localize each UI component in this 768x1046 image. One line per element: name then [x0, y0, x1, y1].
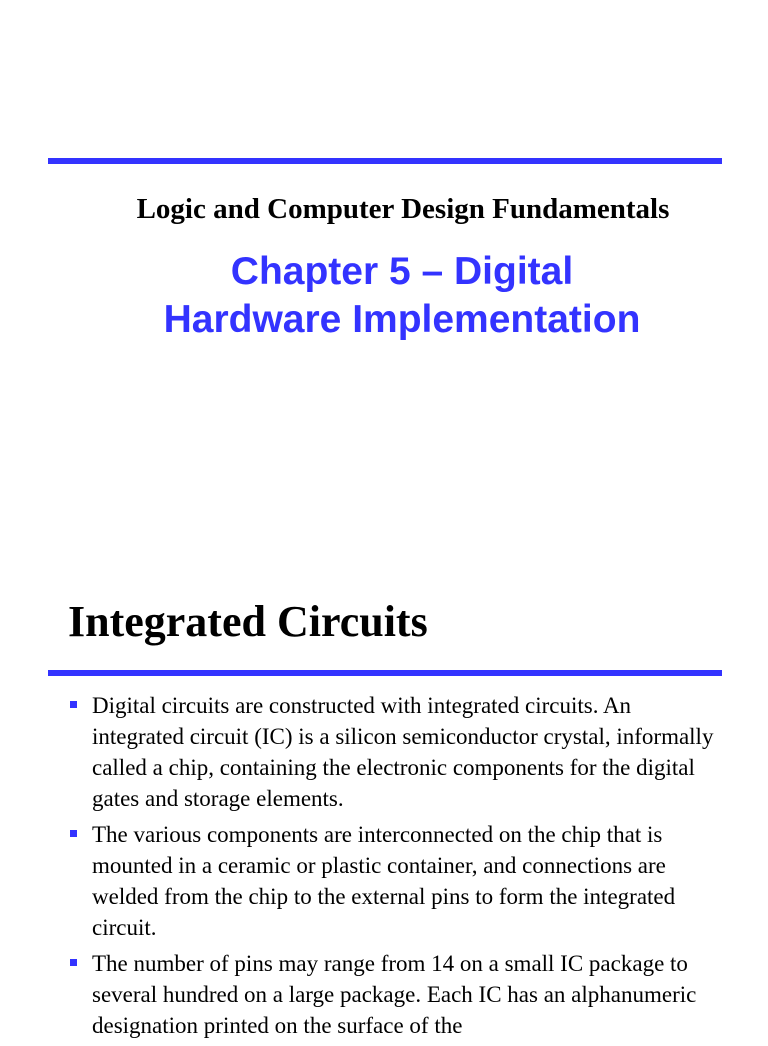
- chapter-title-line-2: Hardware Implementation: [163, 298, 641, 341]
- square-bullet-icon: [70, 959, 77, 966]
- bullet-text: The various components are interconnected on the chip that is mounted in a ceramic or plastic container, and connections are welded from the chip to the external pins to form the integrated circuit.: [92, 822, 676, 940]
- chapter-title: [0, 248, 768, 344]
- bullet-item: [68, 819, 728, 943]
- square-bullet-icon: [70, 830, 77, 837]
- section-title: Integrated Circuits: [68, 597, 428, 646]
- title-divider: [48, 158, 722, 164]
- bullet-text: The number of pins may range from 14 on a small IC package to several hundred on a large package. Each IC has an alphanumeric designation printed on the surface of the: [92, 951, 697, 1038]
- bullet-list: [68, 690, 728, 1046]
- bullet-item: [68, 948, 728, 1041]
- course-title: Logic and Computer Design Fundamentals: [136, 193, 670, 225]
- section-divider: [48, 670, 722, 676]
- chapter-title-line-1: Chapter 5 – Digital: [230, 250, 574, 293]
- bullet-item: [68, 690, 728, 814]
- square-bullet-icon: [70, 701, 77, 708]
- bullet-text: Digital circuits are constructed with integrated circuits. An integrated circuit (IC) is a silicon semiconductor crystal, informally called a chip, containing the electronic components for the digital gates and storage elements.: [92, 693, 714, 811]
